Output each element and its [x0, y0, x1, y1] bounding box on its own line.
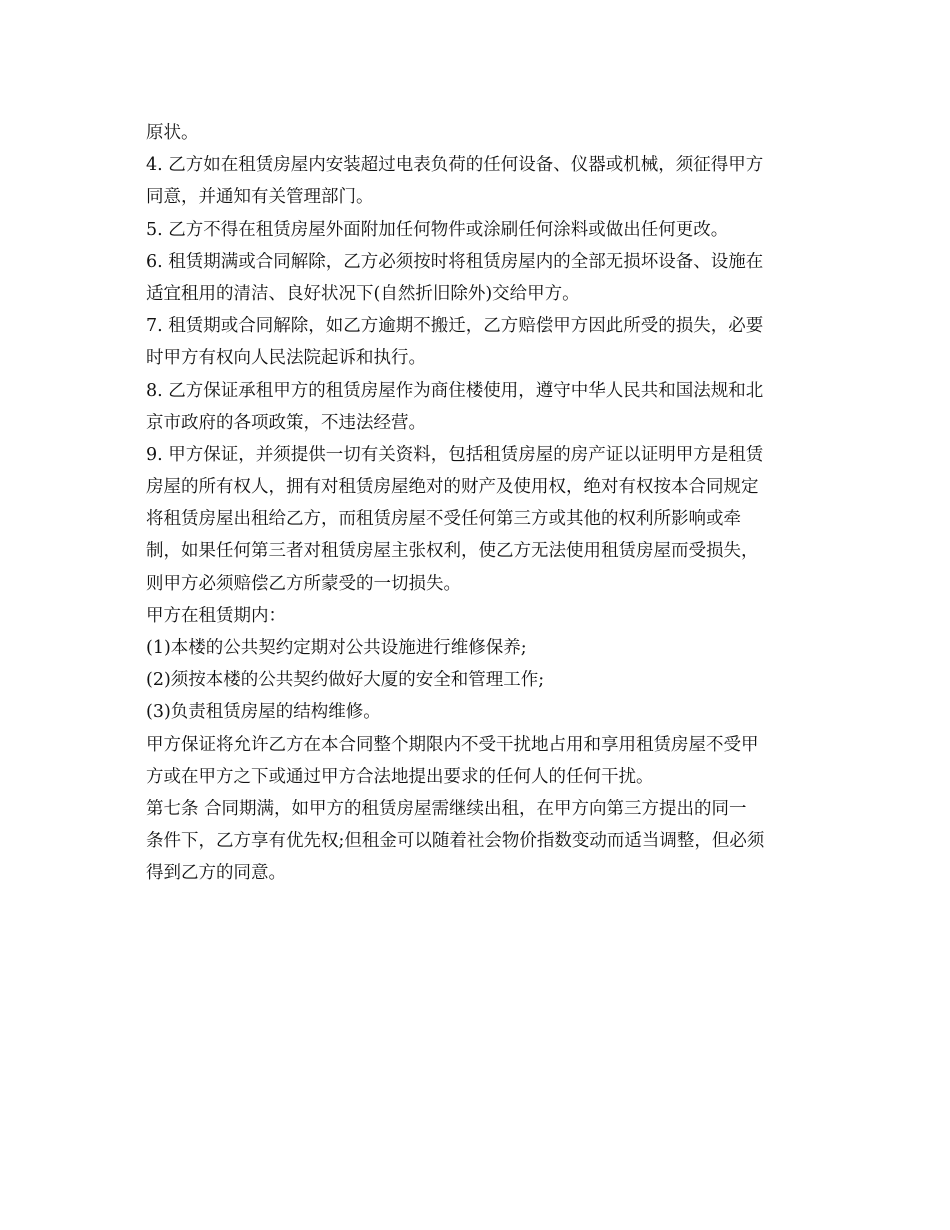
- text-line: 甲方保证将允许乙方在本合同整个期限内不受干扰地占用和享用租赁房屋不受甲: [146, 734, 759, 755]
- text-line: 时甲方有权向人民法院起诉和执行。: [146, 348, 426, 369]
- text-line: 京市政府的各项政策，不违法经营。: [146, 412, 426, 433]
- text-line: 5. 乙方不得在租赁房屋外面附加任何物件或涂刷任何涂料或做出任何更改。: [146, 219, 729, 240]
- text-line: 得到乙方的同意。: [146, 863, 286, 884]
- text-line: 则甲方必须赔偿乙方所蒙受的一切损失。: [146, 573, 461, 594]
- text-line: (2)须按本楼的公共契约做好大厦的安全和管理工作;: [146, 670, 545, 691]
- text-line: (3)负责租赁房屋的结构维修。: [146, 702, 381, 723]
- text-line: 方或在甲方之下或通过甲方合法地提出要求的任何人的任何干扰。: [146, 766, 654, 787]
- text-line: 原状。: [146, 123, 199, 143]
- text-line: 条件下，乙方享有优先权;但租金可以随着社会物价指数变动而适当调整，但必须: [146, 831, 765, 852]
- document-body: [146, 117, 826, 890]
- text-line: 第七条 合同期满，如甲方的租赁房屋需继续出租，在甲方向第三方提出的同一: [146, 798, 747, 819]
- text-line: 甲方在租赁期内：: [146, 605, 286, 626]
- text-line: 制，如果任何第三者对租赁房屋主张权利，使乙方无法使用租赁房屋而受损失，: [146, 541, 759, 562]
- text-line: 7. 租赁期或合同解除，如乙方逾期不搬迁，乙方赔偿甲方因此所受的损失，必要: [146, 316, 764, 337]
- text-line: 6. 租赁期满或合同解除，乙方必须按时将租赁房屋内的全部无损坏设备、设施在: [146, 251, 764, 272]
- text-line: 同意，并通知有关管理部门。: [146, 187, 374, 208]
- text-line: (1)本楼的公共契约定期对公共设施进行维修保养;: [146, 638, 527, 658]
- text-line: 适宜租用的清洁、良好状况下(自然折旧除外)交给甲方。: [146, 283, 580, 304]
- text-line: 将租赁房屋出租给乙方，而租赁房屋不受任何第三方或其他的权利所影响或牵: [146, 509, 741, 530]
- text-line: 8. 乙方保证承租甲方的租赁房屋作为商住楼使用，遵守中华人民共和国法规和北: [146, 380, 764, 401]
- text-line: 9. 甲方保证，并须提供一切有关资料，包括租赁房屋的房产证以证明甲方是租赁: [146, 444, 764, 465]
- text-line: 4. 乙方如在租赁房屋内安装超过电表负荷的任何设备、仪器或机械，须征得甲方: [146, 155, 764, 176]
- text-line: 房屋的所有权人，拥有对租赁房屋绝对的财产及使用权，绝对有权按本合同规定: [146, 477, 759, 498]
